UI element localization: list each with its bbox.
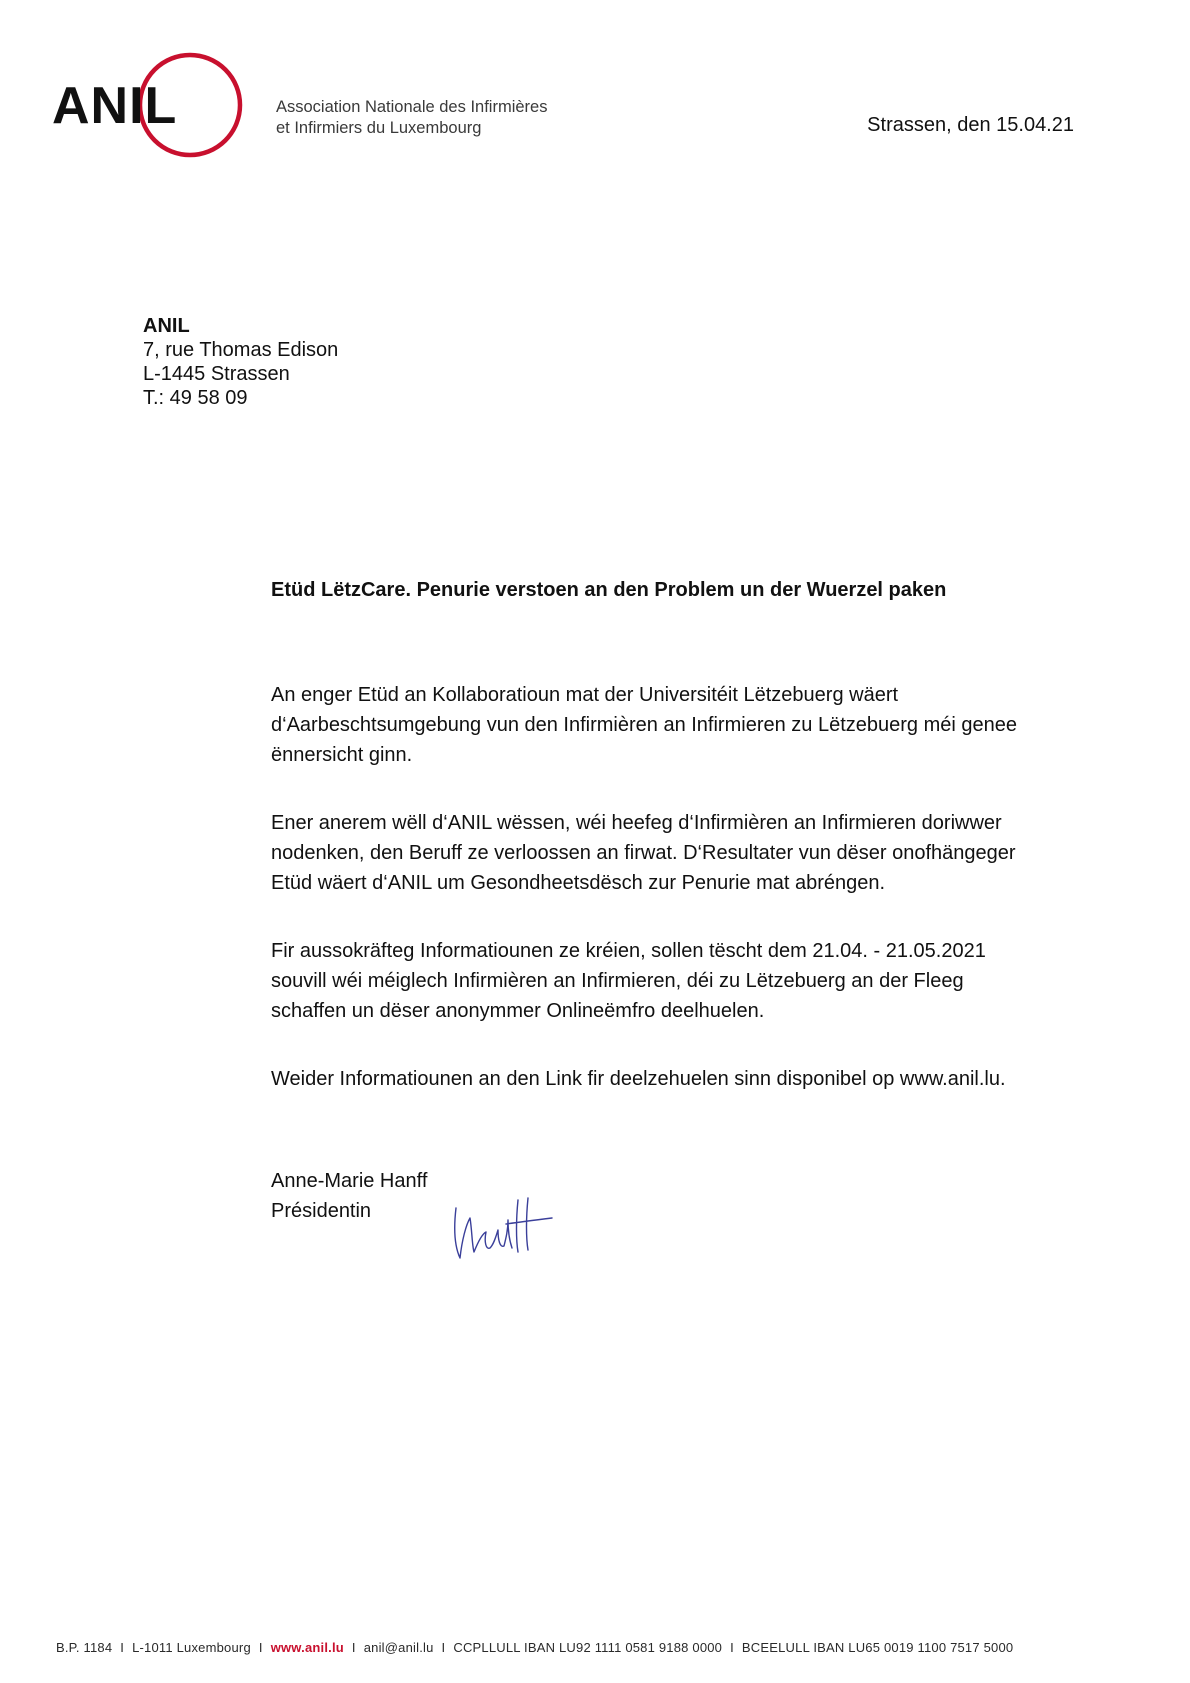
sender-phone: T.: 49 58 09 (143, 387, 248, 409)
footer-separator: I (730, 1640, 734, 1655)
body-paragraph (271, 1064, 1071, 1094)
handwritten-signature (448, 1190, 558, 1265)
letter-footer (56, 1640, 1013, 1656)
organization-name (276, 97, 547, 139)
sender-address (143, 314, 338, 410)
sender-street: 7, rue Thomas Edison (143, 339, 339, 361)
body-line: Weider Informatiounen an den Link fir deelzehuelen sinn disponibel op www.anil.lu. (271, 1068, 1006, 1090)
footer-po-box: B.P. 1184 (56, 1640, 113, 1655)
place-and-date: Strassen, den 15.04.21 (867, 114, 1074, 136)
footer-separator: I (441, 1640, 446, 1655)
body-line: souvill wéi méiglech Infirmièren an Infirmieren, déi zu Lëtzebuerg an der Fleeg (271, 970, 964, 992)
signer-title: Présidentin (271, 1200, 372, 1222)
footer-separator: I (351, 1640, 356, 1655)
body-line: d‘Aarbeschtsumgebung vun den Infirmièren an Infirmieren zu Lëtzebuerg méi genee (271, 714, 1017, 736)
letter-body (271, 680, 1071, 1132)
body-paragraph (271, 680, 1071, 770)
footer-city: L-1011 Luxembourg (132, 1640, 251, 1655)
body-line: Fir aussokräfteg Informatiounen ze kréien, sollen tëscht dem 21.04. - 21.05.2021 (271, 940, 986, 962)
body-line: nodenken, den Beruff ze verloossen an firwat. D‘Resultater vun dëser onofhängeger (271, 842, 1016, 864)
footer-email-link[interactable]: anil@anil.lu (363, 1640, 434, 1655)
footer-iban-1: CCPLLULL IBAN LU92 1111 0581 9188 0000 (453, 1640, 723, 1655)
organization-name-line1: Association Nationale des Infirmières (276, 98, 548, 116)
body-paragraph (271, 936, 1071, 1026)
svg-text:ANIL: ANIL (52, 77, 178, 135)
organization-name-line2: et Infirmiers du Luxembourg (276, 119, 482, 137)
sender-name: ANIL (143, 315, 190, 337)
footer-separator: I (258, 1640, 263, 1655)
signature-block (271, 1166, 427, 1226)
body-line: An enger Etüd an Kollaboratioun mat der Universitéit Lëtzebuerg wäert (271, 684, 899, 706)
letter-subject: Etüd LëtzCare. Penurie verstoen an den Problem un der Wuerzel paken (271, 579, 947, 601)
footer-separator: I (120, 1640, 125, 1655)
body-paragraph (271, 808, 1071, 898)
body-line: Ener anerem wëll d‘ANIL wëssen, wéi heefeg d‘Infirmièren an Infirmieren doriwwer (271, 812, 1002, 834)
body-line: Etüd wäert d‘ANIL um Gesondheetsdësch zur Penurie mat abréngen. (271, 872, 886, 894)
signer-name: Anne-Marie Hanff (271, 1170, 428, 1192)
sender-city: L-1445 Strassen (143, 363, 290, 385)
body-line: ënnersicht ginn. (271, 744, 413, 766)
footer-iban-2: BCEELULL IBAN LU65 0019 1100 7517 5000 (741, 1640, 1014, 1655)
body-line: schaffen un dëser anonymmer Onlineëmfro deelhuelen. (271, 1000, 765, 1022)
footer-website-link[interactable]: www.anil.lu (270, 1640, 344, 1655)
anil-logo (50, 50, 250, 175)
